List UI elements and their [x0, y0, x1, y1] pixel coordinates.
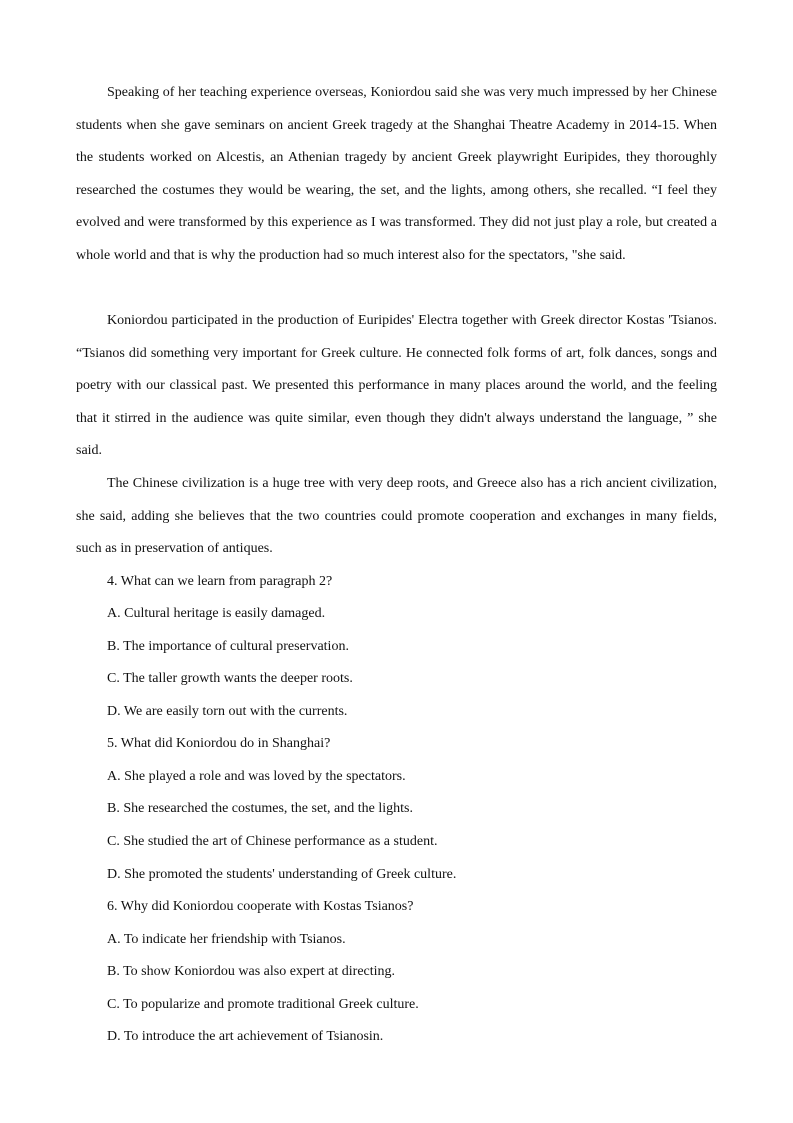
question-4-option-a: A. Cultural heritage is easily damaged.	[107, 606, 326, 621]
passage-paragraph-3: The Chinese civilization is a huge tree with very deep roots, and Greece also has a rich ancient civilization, she said, adding she believes that the two countries could promote cooperation and exchanges in many fields, such as in preservation of antiques.	[76, 476, 717, 557]
passage-paragraph-1: Speaking of her teaching experience overseas, Koniordou said she was very much impressed by her Chinese students when she gave seminars on ancient Greek tragedy at the Shanghai Theatre Academy in 2014-15. When the students worked on Alcestis, an Athenian tragedy by ancient Greek playwright Euripides, they thoroughly researched the costumes they would be wearing, the set, and the lights, among others, she recalled. “I feel they evolved and were transformed by this experience as I was transformed. They did not just play a role, but created a whole world and that is why the production had so much interest also for the spectators, "she said.	[76, 85, 717, 263]
question-4-stem: 4. What can we learn from paragraph 2?	[107, 574, 333, 589]
question-5-option-a: A. She played a role and was loved by the spectators.	[107, 769, 406, 784]
question-6-option-d: D. To introduce the art achievement of Tsianosin.	[107, 1029, 384, 1044]
question-5-option-b: B. She researched the costumes, the set, and the lights.	[107, 801, 413, 816]
question-6-option-c: C. To popularize and promote traditional Greek culture.	[107, 997, 419, 1012]
question-5-option-d: D. She promoted the students' understanding of Greek culture.	[107, 867, 457, 882]
question-4-option-d: D. We are easily torn out with the currents.	[107, 704, 348, 719]
question-4-option-c: C. The taller growth wants the deeper roots.	[107, 671, 353, 686]
passage-paragraph-2: Koniordou participated in the production of Euripides' Electra together with Greek director Kostas 'Tsianos. “Tsianos did something very important for Greek culture. He connected folk forms of art, folk dances, songs and poetry with our classical past. We presented this performance in many places around the world, and the feeling that it stirred in the audience was quite similar, even though they didn't always understand the language, ” she said.	[76, 313, 717, 459]
question-6-option-b: B. To show Koniordou was also expert at directing.	[107, 964, 396, 979]
question-5-stem: 5. What did Koniordou do in Shanghai?	[107, 736, 331, 751]
question-4-option-b: B. The importance of cultural preservation.	[107, 639, 349, 654]
question-6-option-a: A. To indicate her friendship with Tsianos.	[107, 932, 346, 947]
question-6-stem: 6. Why did Koniordou cooperate with Kostas Tsianos?	[107, 899, 414, 914]
question-5-option-c: C. She studied the art of Chinese performance as a student.	[107, 834, 438, 849]
